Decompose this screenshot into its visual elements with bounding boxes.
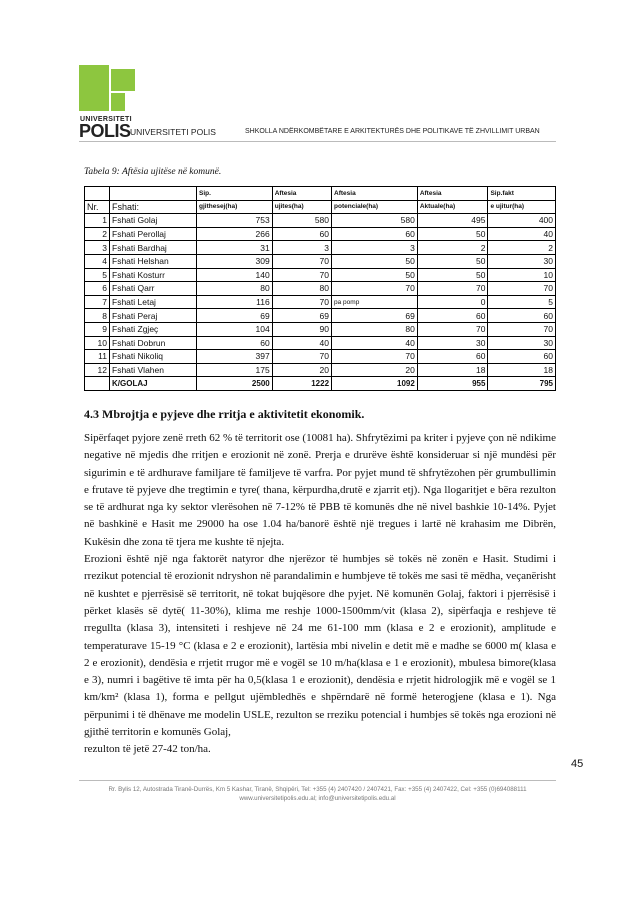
actual-area: 70 (417, 322, 488, 336)
irrigable-area: 40 (272, 336, 331, 350)
irrigated-area: 18 (488, 363, 556, 377)
actual-area: 50 (417, 254, 488, 268)
total-irrigated: 795 (488, 377, 556, 391)
header-cell: Sip. (197, 187, 273, 201)
table-row (85, 295, 556, 309)
table-top-header-row (85, 187, 556, 201)
header-divider (79, 141, 556, 142)
header-cell-village: Fshati: (110, 200, 197, 214)
total-actual: 955 (417, 377, 488, 391)
page-number: 45 (571, 758, 584, 770)
irrigation-table (84, 186, 556, 391)
irrigated-area: 40 (488, 227, 556, 241)
village-name: Fshati Peraj (110, 309, 197, 323)
irrigated-area: 5 (488, 295, 556, 309)
irrigated-area: 60 (488, 350, 556, 364)
irrigable-area: 70 (272, 295, 331, 309)
irrigated-area: 2 (488, 241, 556, 255)
village-name: Fshati Perollaj (110, 227, 197, 241)
row-number: 10 (85, 336, 110, 350)
total-irrigable: 1222 (272, 377, 331, 391)
irrigable-area: 3 (272, 241, 331, 255)
table-row (85, 309, 556, 323)
total-area: 116 (197, 295, 273, 309)
header-cell: ujites(ha) (272, 200, 331, 214)
irrigated-area: 70 (488, 322, 556, 336)
row-number: 8 (85, 309, 110, 323)
row-number: 12 (85, 363, 110, 377)
actual-area: 50 (417, 268, 488, 282)
table-row (85, 241, 556, 255)
village-name: Fshati Helshan (110, 254, 197, 268)
total-area: 80 (197, 282, 273, 296)
village-name: Fshati Golaj (110, 214, 197, 228)
row-number: 5 (85, 268, 110, 282)
header-cell: gjithesej(ha) (197, 200, 273, 214)
potential-area: 580 (332, 214, 418, 228)
school-name: SHKOLLA NDËRKOMBËTARE E ARKITEKTURËS DHE POLITIKAVE TË ZHVILLIMIT URBAN (245, 128, 540, 135)
actual-area: 18 (417, 363, 488, 377)
footer-address: Rr. Bylis 12, Autostrada Tiranë-Durrës, Km 5 Kashar, Tiranë, Shqipëri, Tel: +355 (4) 2407420 / 2407421, Fax: +355 (4) 2407422, Cel: +355 (0)694088111 (108, 786, 527, 793)
total-area: 397 (197, 350, 273, 364)
potential-area-note: pa pomp (332, 295, 418, 309)
irrigated-area: 400 (488, 214, 556, 228)
table-row (85, 350, 556, 364)
total-potential: 1092 (332, 377, 418, 391)
actual-area: 70 (417, 282, 488, 296)
table-row (85, 254, 556, 268)
potential-area: 80 (332, 322, 418, 336)
total-area: 2500 (197, 377, 273, 391)
actual-area: 2 (417, 241, 488, 255)
table-caption: Tabela 9: Aftësia ujitëse në komunë. (84, 167, 222, 177)
row-number: 6 (85, 282, 110, 296)
header-cell-empty (85, 187, 110, 201)
university-name: UNIVERSITETI POLIS (130, 127, 216, 137)
irrigated-area: 30 (488, 254, 556, 268)
village-name: Fshati Zgjeç (110, 322, 197, 336)
header-cell: e ujitur(ha) (488, 200, 556, 214)
potential-area: 70 (332, 282, 418, 296)
table-total-row (85, 377, 556, 391)
actual-area: 50 (417, 227, 488, 241)
table-row (85, 214, 556, 228)
total-area: 60 (197, 336, 273, 350)
body-text (84, 430, 556, 759)
potential-area: 20 (332, 363, 418, 377)
paragraph: Erozioni është një nga faktorët natyror dhe njerëzor të humbjes së tokës në zonën e Hasit. Studimi i rrezikut potencial të erozionit ndryshon në parandalimin e humbjeve të tokës me sasi të mëdha, veçanërisht në kushtet e pjerrësisë së territorit, në tokat bujqësore dhe pyjet. Në komunën Golaj, faktori i pjerrësisë i përket klasës së dytë( 11-30%), klima me reshje 1000-1500mm/vit (klasa 2), sipërfaqja e reshjeve të rregullta (klasa 3), intensiteti i reshjeve në 24 me 61-100 mm (klasa e 2 e erozionit), amplitude e temperaturave 15-19 °C (klasa e 2 e erozionit), lartësia mbi nivelin e detit më e madhe se 6000 m( klasa e 2 e erozionit), dendësia e rrjetit rrugor më e vogël se 10 m/ha(klasa e 1 e erozionit), mbulesa bimore(klasa e 3), numri i bagëtive të imta për ha 0,5(klasa 1 e erozionit), dendësia e rrjetit hidrologjik më e vogël se 1 km/km² (klasa 1), forma e pellgut ujëmbledhës e shpërndarë në formë heterogjene (klasa e 1). Nga përpunimi i të dhënave me modelin USLE, rezulton se rreziku potencial i humbjes së tokës nga erozioni në gjithë territorin e komunës Golaj, (84, 553, 556, 739)
footer-contact: www.universitetipolis.edu.al; info@universitetipolis.edu.al (239, 795, 396, 802)
table-row (85, 268, 556, 282)
potential-area: 60 (332, 227, 418, 241)
total-area: 69 (197, 309, 273, 323)
village-name: Fshati Kosturr (110, 268, 197, 282)
village-name: Fshati Qarr (110, 282, 197, 296)
potential-area: 40 (332, 336, 418, 350)
row-number: 7 (85, 295, 110, 309)
irrigable-area: 70 (272, 268, 331, 282)
logo-text-polis: POLIS (79, 121, 131, 141)
row-number: 11 (85, 350, 110, 364)
irrigable-area: 90 (272, 322, 331, 336)
row-number: 1 (85, 214, 110, 228)
logo-block-top-right (111, 69, 135, 91)
footer-divider (79, 780, 556, 781)
logo-block-small (111, 93, 125, 111)
village-name: Fshati Bardhaj (110, 241, 197, 255)
village-name: Fshati Vlahen (110, 363, 197, 377)
village-name: Fshati Nikoliq (110, 350, 197, 364)
header-cell: Aftesia (332, 187, 418, 201)
irrigated-area: 10 (488, 268, 556, 282)
irrigable-area: 580 (272, 214, 331, 228)
potential-area: 50 (332, 254, 418, 268)
potential-area: 50 (332, 268, 418, 282)
header-cell: Aktuale(ha) (417, 200, 488, 214)
table-row (85, 322, 556, 336)
irrigable-area: 20 (272, 363, 331, 377)
paragraph: rezulton të jetë 27-42 ton/ha. (84, 743, 211, 756)
table-header-row (85, 200, 556, 214)
village-name: Fshati Letaj (110, 295, 197, 309)
irrigated-area: 70 (488, 282, 556, 296)
section-heading: 4.3 Mbrojtja e pyjeve dhe rritja e aktivitetit ekonomik. (84, 407, 365, 421)
total-area: 266 (197, 227, 273, 241)
total-area: 104 (197, 322, 273, 336)
total-area: 175 (197, 363, 273, 377)
row-number: 3 (85, 241, 110, 255)
table-row (85, 282, 556, 296)
total-empty-cell (85, 377, 110, 391)
irrigated-area: 60 (488, 309, 556, 323)
logo-text-universiteti: UNIVERSITETI (80, 116, 132, 123)
irrigable-area: 69 (272, 309, 331, 323)
actual-area: 60 (417, 350, 488, 364)
total-area: 140 (197, 268, 273, 282)
actual-area: 0 (417, 295, 488, 309)
header-cell-empty (110, 187, 197, 201)
table-row (85, 336, 556, 350)
irrigated-area: 30 (488, 336, 556, 350)
total-area: 31 (197, 241, 273, 255)
row-number: 4 (85, 254, 110, 268)
header-cell-nr: Nr. (85, 200, 110, 214)
irrigable-area: 70 (272, 254, 331, 268)
logo-block-left (79, 65, 109, 111)
irrigable-area: 60 (272, 227, 331, 241)
actual-area: 495 (417, 214, 488, 228)
row-number: 2 (85, 227, 110, 241)
header-cell: Aftesia (417, 187, 488, 201)
total-area: 309 (197, 254, 273, 268)
paragraph: Sipërfaqet pyjore zenë rreth 62 % të territorit ose (10081 ha). Shfrytëzimi pa kriter i pyjeve çon në ndikime negative në mjedis dhe rritjen e erozionit në zonë. Prerja e drurëve është konsideruar si një mundësi për sigurimin e të ardhurave familjare të familjeve të varfra. Por pyjet mund të shfrytëzohen për grumbullimin e frutave të pyjeve dhe tregtimin e tyre( thana, kërpurdha,drutë e zjarrit etj). Nga llogaritjet e bëra rezulton se të ardhurat nga ky sektor vlerësohen në 7-12% të PBB të komunës dhe në nivel bashkie 10-14%. Pyjet në bashkinë e Hasit me 29000 ha ose 1.04 ha/banorë është një tregues i lartë në krahasim me Dibrën, Kukësin dhe zona të tjera me kushte të njejta. (84, 432, 556, 548)
village-name: Fshati Dobrun (110, 336, 197, 350)
table-row (85, 363, 556, 377)
potential-area: 69 (332, 309, 418, 323)
potential-area: 3 (332, 241, 418, 255)
row-number: 9 (85, 322, 110, 336)
header-cell: potenciale(ha) (332, 200, 418, 214)
irrigable-area: 80 (272, 282, 331, 296)
header-cell: Aftesia (272, 187, 331, 201)
total-area: 753 (197, 214, 273, 228)
potential-area: 70 (332, 350, 418, 364)
irrigable-area: 70 (272, 350, 331, 364)
total-label: K/GOLAJ (110, 377, 197, 391)
actual-area: 60 (417, 309, 488, 323)
table-row (85, 227, 556, 241)
header-cell: Sip.fakt (488, 187, 556, 201)
actual-area: 30 (417, 336, 488, 350)
